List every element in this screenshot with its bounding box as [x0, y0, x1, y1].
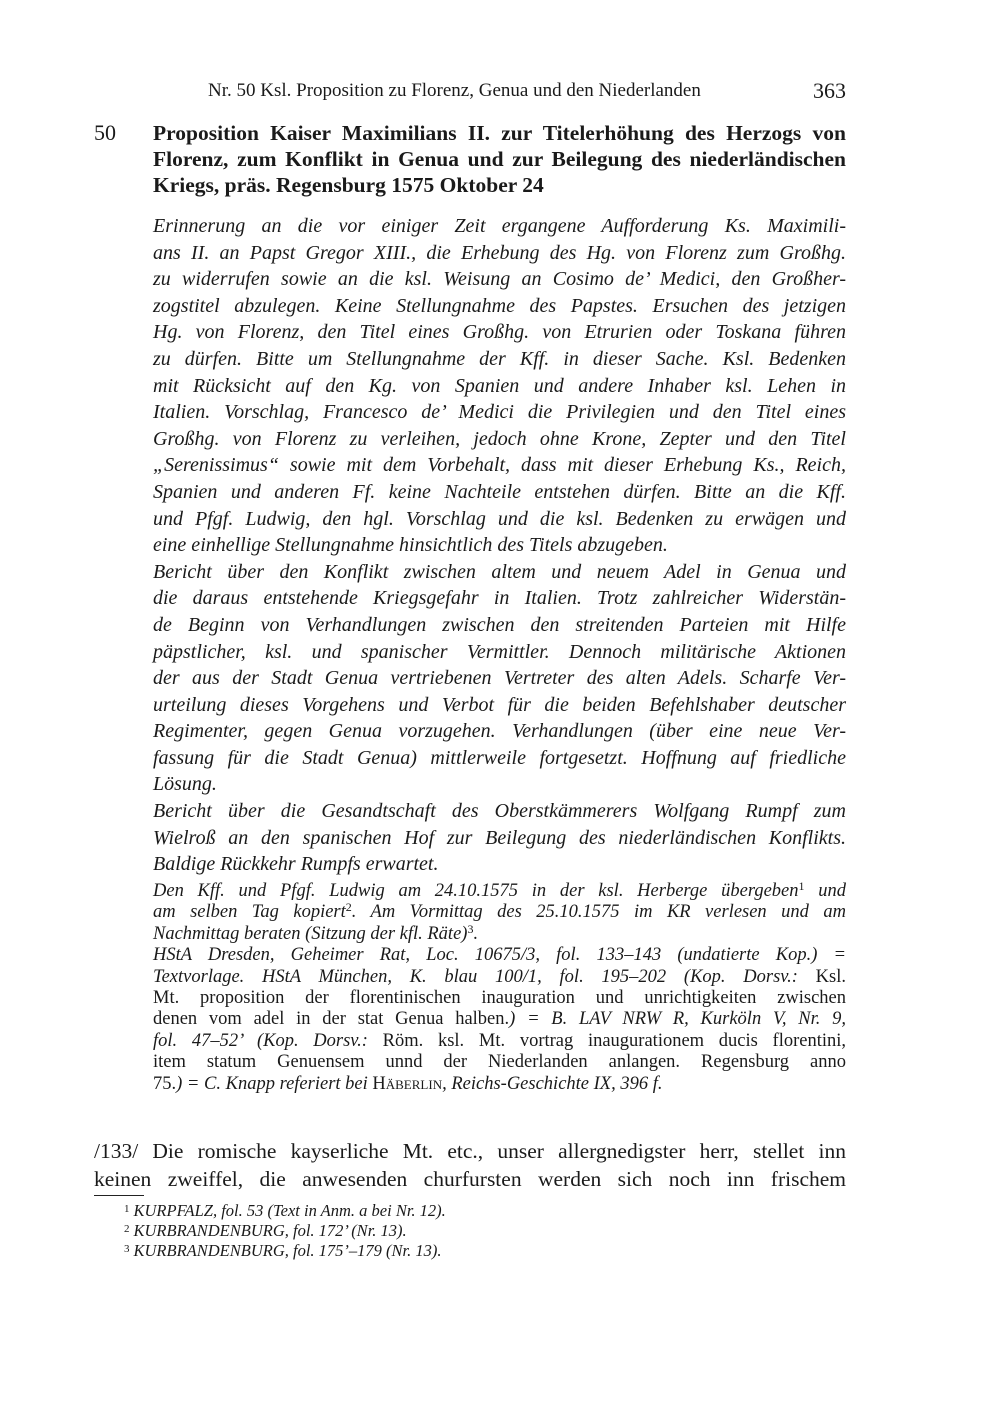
regest: [153, 213, 846, 878]
regest-line: päpstlicher, ksl. und spanischer Vermittler. Dennoch militärische Aktionen: [153, 640, 846, 663]
regest-line: Erinnerung an die vor einiger Zeit ergangene Aufforderung Ks. Maximili-: [153, 215, 846, 237]
apparatus-line: Nachmittag beraten (Sitzung der kfl. Räte)$^3$.: [153, 921, 479, 944]
main-text: [94, 1137, 846, 1193]
author-name: Häberlin: [372, 1073, 443, 1094]
page-number: 363: [813, 78, 846, 103]
document-title: Proposition Kaiser Maximilians II. zur Titelerhöhung des Herzogs von Florenz, zum Konflikt in Genua und zur Beilegung des niederländischen Kriegs, präs. Regensburg 1575 Oktober 24: [153, 121, 846, 197]
footnote-divider: [94, 1195, 144, 1196]
document-number: 50: [94, 120, 116, 145]
footnote-reference[interactable]: 1: [798, 879, 805, 893]
regest-line: Lösung.: [153, 773, 217, 796]
regest-line: fassung für die Stadt Genua) mittlerweile fortgesetzt. Hoffnung auf friedliche: [153, 746, 846, 769]
main-text-line: keinen zweiffel, die anwesenden churfursten werden sich noch inn frischem: [94, 1167, 846, 1191]
regest-line: Großhg. von Florenz zu verleihen, jedoch ohne Krone, Zepter und den Titel: [153, 427, 846, 450]
footnotes: [124, 1201, 824, 1261]
apparatus-line: Textvorlage. HStA München, K. blau 100/1, fol. 195–202 (Kop. Dorsv.: Ksl.: [153, 966, 846, 987]
regest-line: zogstitel abzulegen. Keine Stellungnahme des Papstes. Ersuchen des jetzigen: [153, 294, 846, 317]
regest-line: mit Rücksicht auf den Kg. von Spanien und andere Inhaber ksl. Lehen in: [153, 374, 846, 397]
footnote-mark: 1: [124, 1203, 130, 1215]
footnote-mark: 2: [124, 1223, 130, 1235]
regest-line: Hg. von Florenz, den Titel eines Großhg. von Etrurien oder Toskana führen: [153, 321, 846, 344]
regest-line: Wielroß an den spanischen Hof zur Beilegung des niederländischen Konflikts.: [153, 826, 846, 849]
apparatus-line: item statum Genuensem unnd der Niederlanden anlangen. Regensburg anno: [153, 1052, 846, 1073]
apparatus-line: denen vom adel in der stat Genua halben.) = B. LAV NRW R, Kurköln V, Nr. 9,: [153, 1009, 847, 1030]
regest-line: und Pfgf. Ludwig, den hgl. Vorschlag und die ksl. Bedenken zu erwägen und: [153, 507, 846, 530]
regest-line: der aus der Stadt Genua vertriebenen Vertreter des alten Adels. Scharfe Ver-: [153, 667, 846, 690]
apparatus-line: am selben Tag kopiert$^2$. Am Vormittag des 25.10.1575 im KR verlesen und am: [153, 900, 846, 923]
regest-line: Spanien und anderen Ff. keine Nachteile entstehen dürfen. Bitte an die Kff.: [153, 480, 846, 503]
footnote-text: KURBRANDENBURG, fol. 172’ (Nr. 13).: [133, 1221, 407, 1240]
running-head: Nr. 50 Ksl. Proposition zu Florenz, Genua und den Niederlanden: [208, 80, 701, 101]
regest-line: Italien. Vorschlag, Francesco de’ Medici die Privilegien und den Titel eines: [153, 401, 846, 424]
regest-line: Baldige Rückkehr Rumpfs erwartet.: [153, 853, 439, 876]
footnote-text: KURBRANDENBURG, fol. 175’–179 (Nr. 13).: [133, 1241, 442, 1260]
apparatus-line: Den Kff. und Pfgf. Ludwig am 24.10.1575 in der ksl. Herberge übergeben$^1$ und: [153, 879, 846, 901]
apparatus-line: HStA Dresden, Geheimer Rat, Loc. 10675/3, fol. 133–143 (undatierte Kop.) =: [153, 945, 846, 966]
footnote: [124, 1241, 824, 1261]
regest-line: zu dürfen. Bitte um Stellungnahme der Kff. in dieser Sache. Ksl. Bedenken: [153, 347, 846, 370]
regest-line: zu widerrufen sowie an die ksl. Weisung an Cosimo de’ Medici, den Großher-: [153, 268, 846, 291]
regest-line: die daraus entstehende Kriegsgefahr in Italien. Trotz zahlreicher Widerstän-: [153, 587, 846, 610]
footnote: [124, 1201, 824, 1221]
apparatus-line: 75.) = C. Knapp referiert bei Häberlin, Reichs-Geschichte IX, 396 f.: [153, 1073, 663, 1094]
main-text-line: /133/ Die romische kayserliche Mt. etc., unser allergnedigster herr, stellet inn: [94, 1139, 846, 1163]
regest-line: ans II. an Papst Gregor XIII., die Erhebung des Hg. von Florenz zum Großhg.: [153, 241, 846, 264]
apparatus-line: Mt. proposition der florentinischen inauguration und unrichtigkeiten zwischen: [153, 988, 846, 1009]
apparatus-line: fol. 47–52’ (Kop. Dorsv.: Röm. ksl. Mt. vortrag inaugurationem ducis florentini,: [153, 1030, 847, 1051]
regest-line: „Serenissimus“ sowie mit dem Vorbehalt, dass mit dieser Erhebung Ks., Reich,: [153, 454, 846, 477]
footnote-reference[interactable]: 2: [345, 900, 352, 915]
footnote-text: KURPFALZ, fol. 53 (Text in Anm. a bei Nr. 12).: [133, 1201, 446, 1220]
critical-apparatus: [153, 881, 846, 1095]
regest-line: eine einhellige Stellungnahme hinsichtlich des Titels abzugeben.: [153, 534, 668, 557]
regest-line: urteilung dieses Vorgehens und Verbot für die beiden Befehlshaber deutscher: [153, 693, 846, 716]
footnote-mark: 3: [124, 1243, 130, 1255]
regest-line: Bericht über den Konflikt zwischen altem und neuem Adel in Genua und: [153, 560, 846, 583]
regest-line: Bericht über die Gesandtschaft des Oberstkämmerers Wolfgang Rumpf zum: [153, 800, 846, 823]
footnote: [124, 1221, 824, 1241]
footnote-reference[interactable]: 3: [467, 921, 474, 936]
regest-line: de Beginn von Verhandlungen zwischen den streitenden Parteien mit Hilfe: [153, 613, 846, 636]
regest-line: Regimenter, gegen Genua vorzugehen. Verhandlungen (über eine neue Ver-: [153, 720, 846, 743]
